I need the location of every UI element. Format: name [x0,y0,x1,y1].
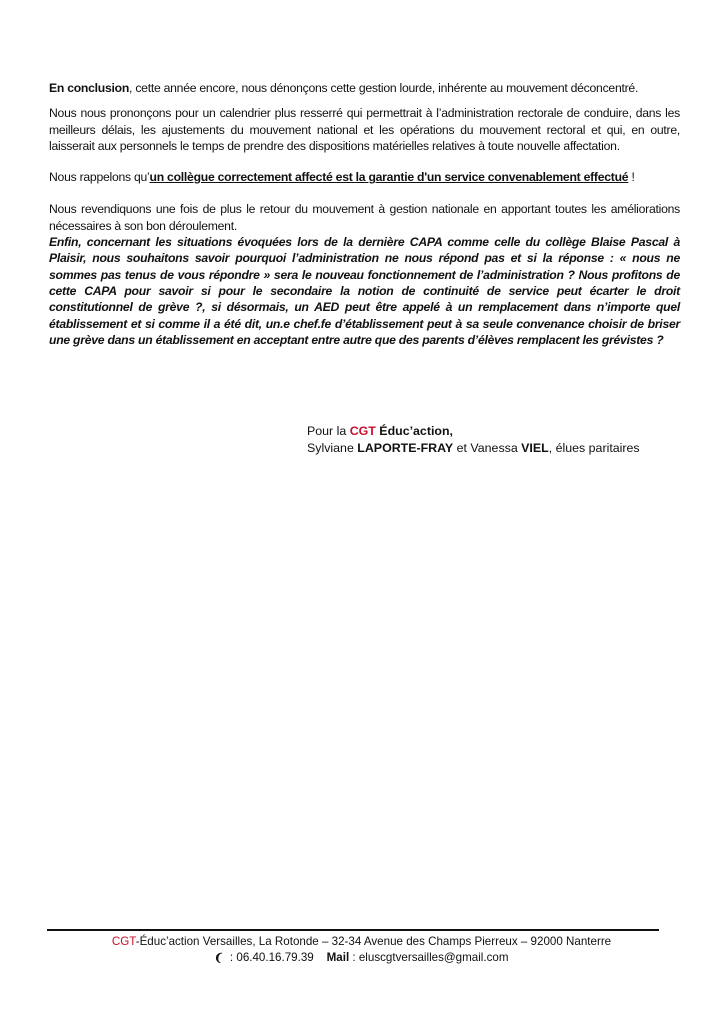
paragraph-conclusion [49,80,680,96]
signature-joiner: et Vanessa [453,441,522,455]
reminder-emphasis: un collègue correctement affecté est la garantie d'un service convenablement effectué [149,170,629,185]
paragraph-questions: Enfin, concernant les situations évoquées lors de la dernière CAPA comme celle du collège Blaise Pascal à Plaisir, nous souhaitons savoir pourquoi l’administration ne nous répond pas et si la réponse : « nous ne sommes pas tenus de vous répondre » sera le nouveau fonctionnement de l’administration ? Nous profitons de cette CAPA pour savoir si pour le secondaire la notion de continuité de service peut écarter le droit constitutionnel de grève ?, si désormais, un AED peut être appelé à un remplacement dans n’importe quel établissement et si comme il a été dit, un.e chef.fe d’établissement peut à sa seule convenance choisir de briser une grève dans un établissement en acceptant entre autre que des parents d’élèves remplacent les grévistes ? [49,235,680,347]
signature-org-red: CGT [349,424,376,438]
letter-body [49,80,680,348]
signature-org-rest: Éduc’action, [375,424,453,438]
signature-suffix: , élues paritaires [548,441,640,455]
signature-name1-last: LAPORTE-FRAY [357,441,454,455]
signature-prefix: Pour la [307,424,350,438]
reminder-after: ! [628,170,635,185]
phone-icon: ❨ [213,951,225,965]
conclusion-text: , cette année encore, nous dénonçons cette gestion lourde, inhérente au mouvement déconcentré. [129,81,639,95]
reminder-before: Nous rappelons qu’ [49,170,150,185]
signature-line-names [307,440,640,457]
footer-divider [47,929,659,931]
signature-name1-first: Sylviane [307,441,358,455]
signature-name2-last: VIEL [521,441,549,455]
paragraph-reminder [49,169,680,185]
signature-block [307,423,640,457]
footer-phone: : 06.40.16.79.39 [226,951,314,964]
signature-line-org [307,423,640,440]
footer-mail[interactable]: : eluscgtversailles@gmail.com [349,951,509,964]
footer-org-red: CGT [111,935,136,948]
paragraph-calendar: Nous nous prononçons pour un calendrier plus resserré qui permettrait à l’administration rectorale de conduire, dans les meilleurs délais, les ajustements du mouvement national et les opérations du mouvement rectoral et qui, en outre, laisserait aux personnels le temps de prendre des dispositions matérielles relatives à toute nouvelle affectation. [49,106,680,153]
footer-contact-line [0,951,723,964]
paragraph-demand: Nous revendiquons une fois de plus le retour du mouvement à gestion nationale en apportant toutes les améliorations nécessaires à son bon déroulement. [49,202,680,233]
footer-address-line [0,935,723,948]
footer-mail-label: Mail [326,951,350,964]
conclusion-lead: En conclusion [49,81,130,95]
footer-address: -Éduc’action Versailles, La Rotonde – 32-34 Avenue des Champs Pierreux – 92000 Nanterre [135,935,612,948]
